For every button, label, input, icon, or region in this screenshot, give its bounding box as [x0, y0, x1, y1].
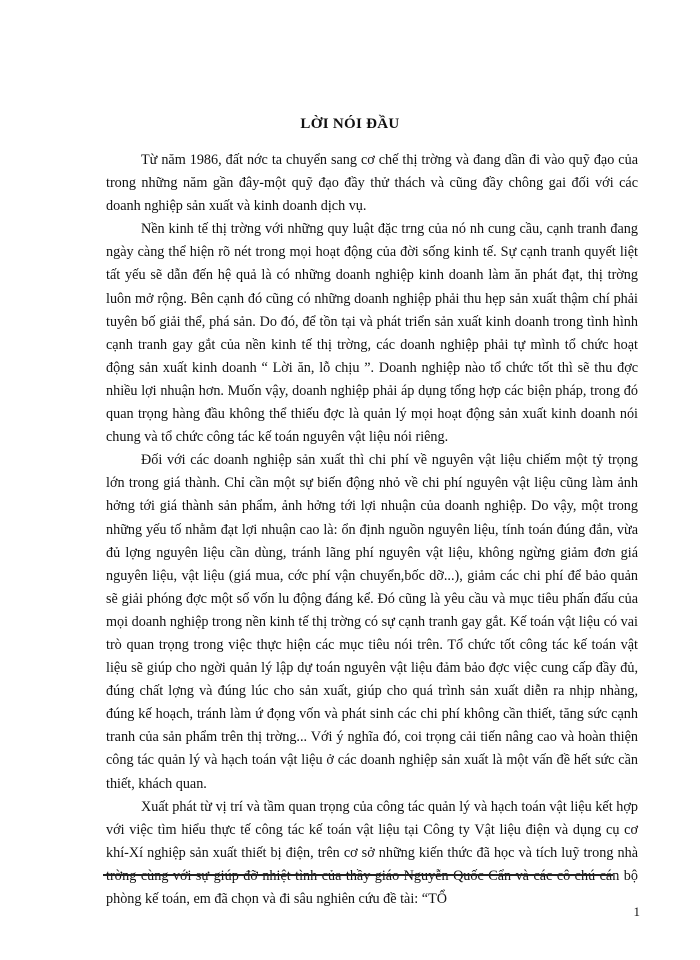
- page-number: 1: [633, 904, 640, 919]
- body-text: [106, 149, 638, 911]
- paragraph-2: Nền kinh tế thị trờng với những quy luật đặc trng của nó nh cung cầu, cạnh tranh đang ngày càng thể hiện rõ nét trong mọi hoạt động của đời sống kinh tế. Sự cạnh tranh quyết liệt tất yếu sẽ dẫn đến hệ quả là có những doanh nghiệp kinh doanh làm ăn phát đạt, thị trờng luôn mở rộng. Bên cạnh đó cũng có những doanh nghiệp phải thu hẹp sản xuất thậm chí phải tuyên bố giải thể, phá sản. Do đó, để tồn tại và phát triển sản xuất kinh doanh trong tình hình cạnh tranh gay gắt của nền kinh tế thị trờng, các doanh nghiệp phải tự mình tổ chức hoạt động sản xuất kinh doanh “ Lời ăn, lỗ chịu ”. Doanh nghiệp nào tổ chức tốt thì sẽ thu đợc nhiều lợi nhuận hơn. Muốn vậy, doanh nghiệp phải áp dụng tổng hợp các biện pháp, trong đó quan trọng hàng đầu không thể thiếu đợc là quản lý mọi hoạt động sản xuất kinh doanh nói chung và tổ chức công tác kế toán nguyên vật liệu nói riêng.: [106, 221, 638, 446]
- paragraph-3: Đối với các doanh nghiệp sản xuất thì chi phí về nguyên vật liệu chiếm một tỷ trọng lớn trong giá thành. Chỉ cần một sự biến động nhỏ về chi phí nguyên vật liệu cũng làm ảnh hởng tới giá thành sản phẩm, ảnh hởng tới lợi nhuận của doanh nghiệp. Do vậy, một trong những yếu tố nhằm đạt lợi nhuận cao là: ổn định nguồn nguyên liệu, tính toán đúng đắn, vừa đủ lợng nguyên liệu cần dùng, tránh lãng phí nguyên vật liệu, không ngừng giảm đơn giá nguyên liệu, vật liệu (giá mua, cớc phí vận chuyển,bốc dỡ...), giảm các chi phí để bảo quản sẽ giải phóng đợc một số vốn lu động đáng kể. Đó cũng là yêu cầu và mục tiêu phấn đấu của mọi doanh nghiệp trong nền kinh tế thị trờng có sự cạnh tranh gay gắt. Kế toán vật liệu có vai trò quan trọng trong việc thực hiện các mục tiêu nói trên. Tổ chức tốt công tác kế toán vật liệu sẽ giúp cho ngời quản lý lập dự toán nguyên vật liệu đảm bảo đợc việc cung cấp đầy đủ, đúng chất lợng và đúng lúc cho sản xuất, giúp cho quá trình sản xuất diễn ra nhịp nhàng, đúng kế hoạch, tránh làm ứ đọng vốn và phát sinh các chi phí không cần thiết, tăng sức cạnh tranh của sản phẩm trên thị trờng... Với ý nghĩa đó, coi trọng cải tiến nâng cao và hoàn thiện công tác quản lý và hạch toán vật liệu ở các doanh nghiệp sản xuất là một vấn đề hết sức cần thiết, khách quan.: [106, 452, 638, 792]
- page-title: LỜI NÓI ĐẦU: [300, 116, 400, 132]
- footer-rule: [103, 874, 613, 876]
- paragraph-1: Từ năm 1986, đất nớc ta chuyển sang cơ chế thị trờng và đang dần đi vào quỹ đạo của trong những năm gần đây-một quỹ đạo đầy thử thách và cũng đầy chông gai đối với các doanh nghiệp sản xuất và kinh doanh dịch vụ.: [106, 152, 638, 215]
- paragraph-4: Xuất phát từ vị trí và tầm quan trọng của công tác quản lý và hạch toán vật liệu kết hợp với việc tìm hiểu thực tế công tác kế toán vật liệu tại Công ty Vật liệu điện và dụng cụ cơ khí-Xí nghiệp sản xuất thiết bị điện, trên cơ sở những kiến thức đã học và tích luỹ trong nhà trờng cùng với sự giúp đỡ nhiệt tình của thầy giáo Nguyễn Quốc Cẩn và các cô chú cán bộ phòng kế toán, em đã chọn và đi sâu nghiên cứu đề tài: “TỔ: [106, 798, 638, 907]
